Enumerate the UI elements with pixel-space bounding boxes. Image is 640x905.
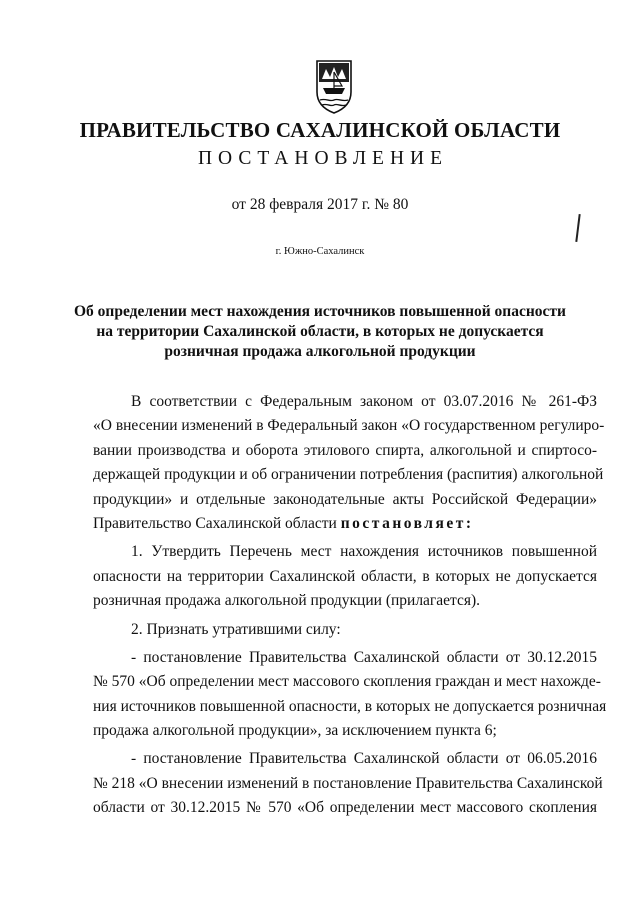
coat-of-arms-emblem: [314, 58, 354, 114]
pen-mark: [575, 214, 580, 242]
body-line: ния источников повышенной опасности, в которых не допускается розничная: [93, 697, 607, 715]
body-line: опасности на территории Сахалинской области, в которых не допускается: [93, 567, 597, 585]
body-line: № 218 «О внесении изменений в постановление Правительства Сахалинской: [93, 774, 603, 792]
body-line: области от 30.12.2015 № 570 «Об определении мест массового скопления: [93, 799, 597, 817]
body-line: - постановление Правительства Сахалинской области от 30.12.2015: [131, 648, 597, 666]
document-subject: [60, 302, 580, 362]
document-city: г. Южно-Сахалинск: [275, 246, 365, 257]
document-type: ПОСТАНОВЛЕНИЕ: [197, 148, 449, 169]
body-line: № 570 «Об определении мест массового скопления граждан и мест нахожде-: [93, 673, 601, 691]
body-line: - постановление Правительства Сахалинской области от 06.05.2016: [131, 750, 597, 768]
body-line: В соответствии с Федеральным законом от 03.07.2016 № 261-ФЗ: [131, 393, 597, 410]
body-line: «О внесении изменений в Федеральный закон «О государственном регулиро-: [93, 417, 605, 435]
body-line: 2. Признать утратившими силу:: [131, 620, 341, 638]
government-title: ПРАВИТЕЛЬСТВО САХАЛИНСКОЙ ОБЛАСТИ: [79, 118, 561, 142]
body-line: продажа алкогольной продукции», за исключением пункта 6;: [93, 722, 497, 740]
body-line: [93, 512, 597, 536]
subject-line: розничная продажа алкогольной продукции: [164, 343, 476, 360]
preamble-ending: Правительство Сахалинской области: [93, 514, 341, 532]
decree-word: постановляет:: [340, 514, 474, 532]
document-date-number: от 28 февраля 2017 г. № 80: [231, 196, 409, 213]
document-body: [93, 390, 607, 821]
body-line: держащей продукции и об ограничении потребления (распития) алкогольной: [93, 466, 604, 484]
body-line: 1. Утвердить Перечень мест нахождения источников повышенной: [131, 543, 597, 561]
body-line: вании производства и оборота этилового спирта, алкогольной и спиртосо-: [93, 441, 597, 459]
subject-line: на территории Сахалинской области, в которых не допускается: [96, 323, 544, 340]
body-line: розничная продажа алкогольной продукции (прилагается).: [93, 592, 481, 610]
body-line: продукции» и отдельные законодательные акты Российской Федерации»: [93, 490, 597, 508]
subject-line: Об определении мест нахождения источников повышенной опасности: [74, 303, 566, 320]
